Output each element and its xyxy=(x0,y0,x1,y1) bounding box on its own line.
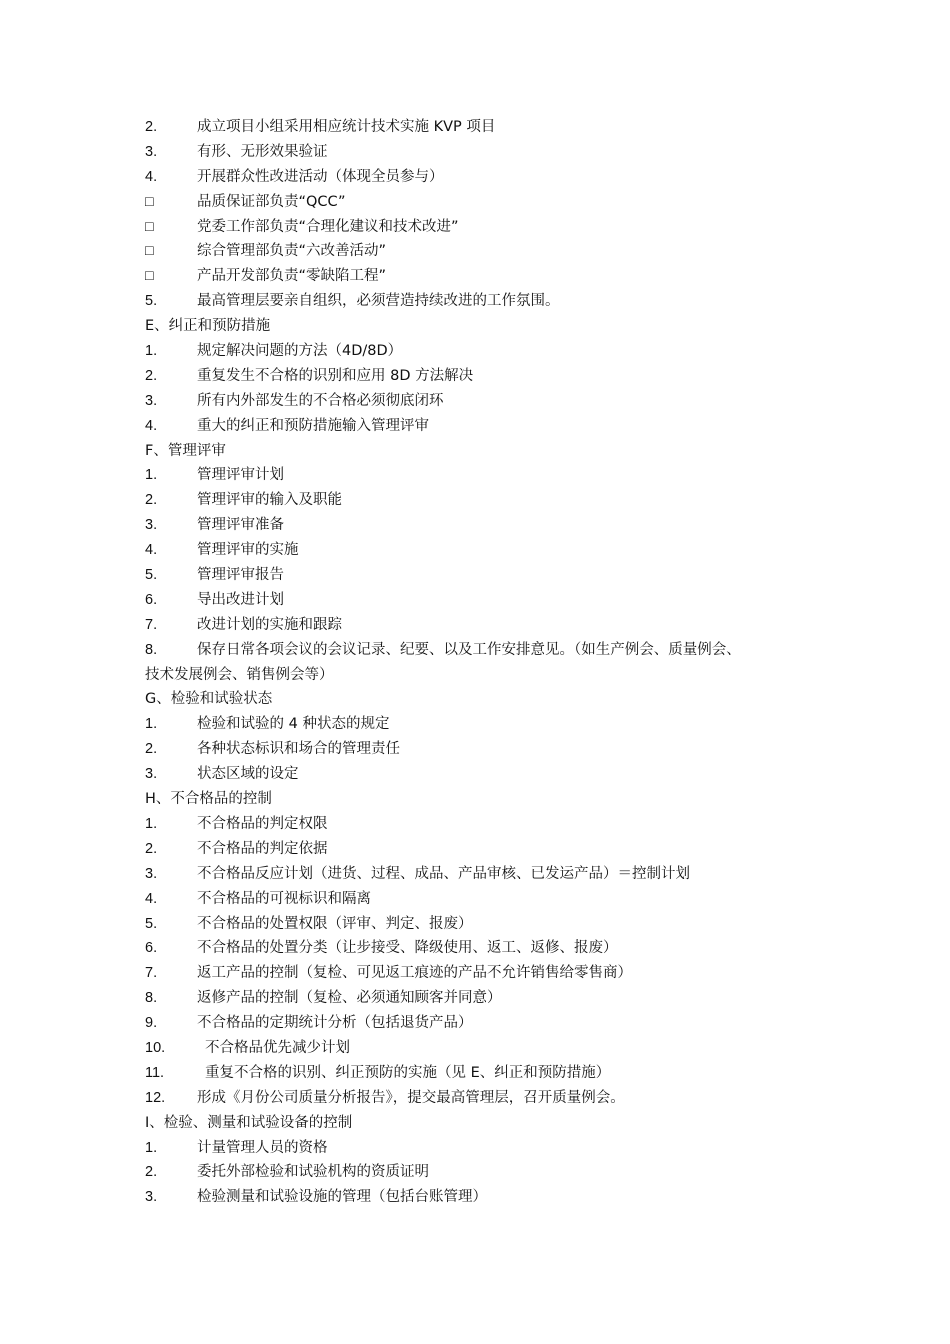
section-heading xyxy=(145,314,825,339)
list-item xyxy=(145,463,825,488)
list-item-text: 开展群众性改进活动（体现全员参与） xyxy=(197,168,444,185)
list-item-text: 重复发生不合格的识别和应用 8D 方法解决 xyxy=(197,367,474,384)
list-item-number: 9. xyxy=(145,1015,158,1032)
list-item xyxy=(145,538,825,563)
list-item-number: 1. xyxy=(145,343,158,360)
list-item-number: 2. xyxy=(145,367,158,384)
list-item-text: 导出改进计划 xyxy=(197,591,284,608)
list-item xyxy=(145,389,825,414)
list-item xyxy=(145,1086,825,1111)
list-item-number: 1. xyxy=(145,1139,158,1156)
list-item xyxy=(145,289,825,314)
list-item-number: 5. xyxy=(145,293,158,310)
list-item-text: 党委工作部负责“合理化建议和技术改进” xyxy=(197,218,459,235)
list-item-number: 1. xyxy=(145,815,158,832)
section-heading-text: H、不合格品的控制 xyxy=(145,791,272,808)
section-heading-text: I、检验、测量和试验设备的控制 xyxy=(145,1114,353,1131)
list-item xyxy=(145,115,825,140)
list-item-number: 12. xyxy=(145,1089,166,1106)
list-item xyxy=(145,339,825,364)
list-item-number: 4. xyxy=(145,890,158,907)
list-item-text: 返工产品的控制（复检、可见返工痕迹的产品不允许销售给零售商） xyxy=(197,965,632,982)
list-item-text: 计量管理人员的资格 xyxy=(197,1139,328,1156)
list-item-text: 不合格品的定期统计分析（包括退货产品） xyxy=(197,1015,473,1032)
list-item-number: 1. xyxy=(145,716,158,733)
list-item-text: 产品开发部负责“零缺陷工程” xyxy=(197,268,387,285)
list-item-text: 返修产品的控制（复检、必须通知顾客并同意） xyxy=(197,990,502,1007)
list-item-text: 委托外部检验和试验机构的资质证明 xyxy=(197,1164,429,1181)
list-item-number: 8. xyxy=(145,990,158,1007)
list-item xyxy=(145,563,825,588)
list-item-number: 3. xyxy=(145,392,158,409)
list-item-number: 2. xyxy=(145,119,158,135)
list-item xyxy=(145,215,825,240)
list-item xyxy=(145,737,825,762)
list-item xyxy=(145,762,825,787)
list-item-number: 6. xyxy=(145,591,158,608)
list-item-number: 2. xyxy=(145,741,158,758)
list-item-number: 2. xyxy=(145,1164,158,1181)
list-item xyxy=(145,712,825,737)
list-item xyxy=(145,488,825,513)
list-item-number: 3. xyxy=(145,517,158,534)
list-item-text: 有形、无形效果验证 xyxy=(197,143,328,160)
list-item-number: 4. xyxy=(145,417,158,434)
list-item-text: 不合格品优先减少计划 xyxy=(205,1039,350,1056)
list-item-text: 所有内外部发生的不合格必须彻底闭环 xyxy=(197,392,444,409)
list-item xyxy=(145,912,825,937)
list-item-number: 3. xyxy=(145,766,158,783)
list-item-text: 不合格品反应计划（进货、过程、成品、产品审核、已发运产品）＝控制计划 xyxy=(197,865,690,882)
list-item xyxy=(145,1061,825,1086)
list-item xyxy=(145,936,825,961)
section-heading-text: F、管理评审 xyxy=(145,442,226,459)
list-item xyxy=(145,1136,825,1161)
list-item xyxy=(145,264,825,289)
list-item-number: □ xyxy=(145,268,154,285)
list-item-text: 检验和试验的 4 种状态的规定 xyxy=(197,716,390,733)
list-item-text: 状态区域的设定 xyxy=(197,766,299,783)
list-item-number: 7. xyxy=(145,616,158,633)
list-item-text: 管理评审的输入及职能 xyxy=(197,492,342,509)
list-item xyxy=(145,638,825,663)
list-item xyxy=(145,862,825,887)
list-item xyxy=(145,588,825,613)
list-item-number: 5. xyxy=(145,915,158,932)
list-item-number: □ xyxy=(145,193,154,210)
list-item-number: 2. xyxy=(145,492,158,509)
list-item-number: □ xyxy=(145,218,154,235)
list-item xyxy=(145,165,825,190)
list-item xyxy=(145,887,825,912)
list-item-number: 10. xyxy=(145,1039,166,1056)
list-item-number: 11. xyxy=(145,1064,165,1081)
section-heading xyxy=(145,439,825,464)
list-item xyxy=(145,1160,825,1185)
section-heading-text: E、纠正和预防措施 xyxy=(145,318,271,335)
list-item xyxy=(145,364,825,389)
list-item-number: 3. xyxy=(145,865,158,882)
list-item xyxy=(145,239,825,264)
list-item-text: 管理评审计划 xyxy=(197,467,284,484)
list-item-text: 不合格品的判定权限 xyxy=(197,815,328,832)
list-item-continuation-text: 技术发展例会、销售例会等） xyxy=(145,666,334,683)
list-item-text: 规定解决问题的方法（4D/8D） xyxy=(197,343,403,360)
list-item xyxy=(145,414,825,439)
section-heading-text: G、检验和试验状态 xyxy=(145,691,273,708)
list-item xyxy=(145,190,825,215)
list-item-text: 不合格品的可视标识和隔离 xyxy=(197,890,371,907)
list-item-text: 综合管理部负责“六改善活动” xyxy=(197,243,387,260)
list-item-text: 品质保证部负责“QCC” xyxy=(197,193,346,210)
list-item-text: 保存日常各项会议的会议记录、纪要、以及工作安排意见。（如生产例会、质量例会、 xyxy=(197,641,741,658)
list-item-text: 各种状态标识和场合的管理责任 xyxy=(197,741,400,758)
list-item-number: 5. xyxy=(145,567,158,584)
list-item-text: 管理评审准备 xyxy=(197,517,284,534)
list-item-text: 改进计划的实施和跟踪 xyxy=(197,616,342,633)
list-item-number: 3. xyxy=(145,143,158,160)
list-item-text: 不合格品的判定依据 xyxy=(197,840,328,857)
list-item xyxy=(145,1036,825,1061)
list-item-text: 不合格品的处置权限（评审、判定、报废） xyxy=(197,915,473,932)
list-item-number: 4. xyxy=(145,542,158,559)
section-heading xyxy=(145,787,825,812)
list-item-text: 管理评审报告 xyxy=(197,567,284,584)
list-item-number: 8. xyxy=(145,641,158,658)
list-item-number: 4. xyxy=(145,168,158,185)
list-item-number: 1. xyxy=(145,467,158,484)
list-item-number: 6. xyxy=(145,940,158,957)
list-item xyxy=(145,837,825,862)
list-item-number: 2. xyxy=(145,840,158,857)
list-item-text: 最高管理层要亲自组织，必须营造持续改进的工作氛围。 xyxy=(197,293,560,310)
list-item-text: 重大的纠正和预防措施输入管理评审 xyxy=(197,417,429,434)
list-item xyxy=(145,1011,825,1036)
list-item xyxy=(145,513,825,538)
list-item-continuation xyxy=(145,663,825,688)
list-item-text: 管理评审的实施 xyxy=(197,542,299,559)
section-heading xyxy=(145,1111,825,1136)
list-item-number: □ xyxy=(145,243,154,260)
list-item xyxy=(145,812,825,837)
list-item xyxy=(145,961,825,986)
list-item-text: 检验测量和试验设施的管理（包括台账管理） xyxy=(197,1189,487,1206)
list-item-number: 7. xyxy=(145,965,158,982)
list-item-text: 形成《月份公司质量分析报告》，提交最高管理层，召开质量例会。 xyxy=(197,1089,625,1106)
section-heading xyxy=(145,687,825,712)
list-item xyxy=(145,140,825,165)
list-item-text: 不合格品的处置分类（让步接受、降级使用、返工、返修、报废） xyxy=(197,940,618,957)
list-item-number: 3. xyxy=(145,1189,158,1206)
list-item xyxy=(145,613,825,638)
list-item xyxy=(145,1185,825,1210)
document-page xyxy=(145,115,825,1210)
list-item-text: 重复不合格的识别、纠正预防的实施（见 E、纠正和预防措施） xyxy=(205,1064,611,1081)
list-item xyxy=(145,986,825,1011)
list-item-text: 成立项目小组采用相应统计技术实施 KVP 项目 xyxy=(197,119,496,135)
